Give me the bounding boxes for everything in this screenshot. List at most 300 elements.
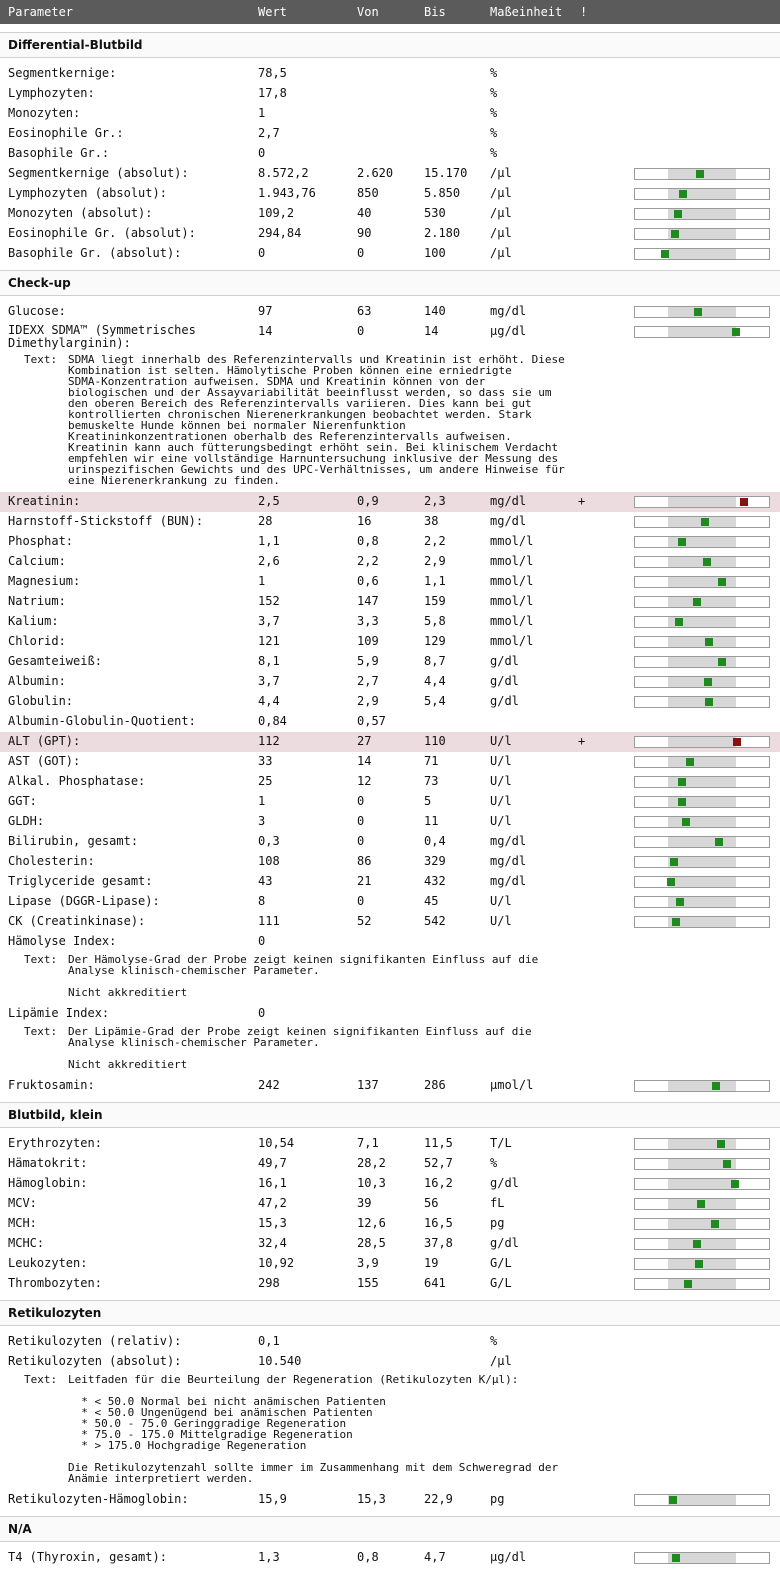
result-row bbox=[0, 1134, 780, 1154]
result-row bbox=[0, 912, 780, 932]
result-row bbox=[0, 832, 780, 852]
param-name: ALT (GPT): bbox=[8, 734, 81, 748]
value-marker bbox=[672, 1554, 680, 1562]
note-text: SDMA liegt innerhalb des Referenzintervalls und Kreatinin ist erhöht. Diese Kombination ist selten. Hämolytische Proben können eine erniedrigte SDMA-Konzentration aufweisen. SDMA und Kreatinin können von der biologischen und der Assayvariabilität beeinflusst werden, so dass sie um den oberen Bereich des Referenzintervalls variieren. Dies kann bei gut kontrollierten chronischen Nierenerkrankungen beobachtet werden. Stark bemuskelte Hunde können bei normaler Nierenfunktion Kreatininkonzentrationen oberhalb des Referenzintervalls aufweisen. Kreatinin kann auch fütterungsbedingt erhöht sein. Bei klinischem Verdacht empfehlen wir eine vollständige Harnuntersuchung inklusive der Messung des urinspezifischen Gewichts und des UPC-Verhältnisses, um andere Hinweise für eine Nierenerkrankung zu finden. bbox=[68, 353, 565, 487]
range-bar bbox=[634, 306, 770, 318]
param-max: 8,7 bbox=[424, 654, 446, 668]
param-value: 78,5 bbox=[258, 66, 287, 80]
param-value: 97 bbox=[258, 304, 273, 318]
param-min: 2.620 bbox=[357, 166, 394, 180]
param-value: 0 bbox=[258, 246, 266, 260]
param-unit: T/L bbox=[490, 1136, 512, 1150]
value-marker bbox=[697, 1200, 705, 1208]
param-min: 7,1 bbox=[357, 1136, 379, 1150]
range-bar bbox=[634, 836, 770, 848]
param-max: 11 bbox=[424, 814, 439, 828]
param-value: 28 bbox=[258, 514, 273, 528]
param-value: 242 bbox=[258, 1078, 280, 1092]
param-max: 5,8 bbox=[424, 614, 446, 628]
param-min: 12,6 bbox=[357, 1216, 386, 1230]
param-min: 0,9 bbox=[357, 494, 379, 508]
result-row bbox=[0, 692, 780, 712]
result-row bbox=[0, 244, 780, 264]
result-row bbox=[0, 184, 780, 204]
param-value: 49,7 bbox=[258, 1156, 287, 1170]
param-unit: /µl bbox=[490, 186, 512, 200]
param-min: 39 bbox=[357, 1196, 372, 1210]
value-marker bbox=[678, 778, 686, 786]
param-max: 5.850 bbox=[424, 186, 461, 200]
param-unit: g/dl bbox=[490, 694, 519, 708]
header-von: Von bbox=[357, 5, 379, 19]
param-name: Basophile Gr.: bbox=[8, 146, 110, 160]
param-max: 0,4 bbox=[424, 834, 446, 848]
section-title: N/A bbox=[8, 1522, 32, 1536]
param-max: 45 bbox=[424, 894, 439, 908]
param-min: 52 bbox=[357, 914, 372, 928]
param-name: GGT: bbox=[8, 794, 37, 808]
result-row bbox=[0, 144, 780, 164]
param-unit: /µl bbox=[490, 246, 512, 260]
value-marker bbox=[693, 1240, 701, 1248]
range-bar bbox=[634, 916, 770, 928]
param-unit: mmol/l bbox=[490, 574, 534, 588]
param-max: 73 bbox=[424, 774, 439, 788]
param-name: Cholesterin: bbox=[8, 854, 95, 868]
param-unit: % bbox=[490, 86, 498, 100]
reference-range bbox=[668, 1279, 736, 1289]
param-unit: G/L bbox=[490, 1276, 512, 1290]
param-name: Eosinophile Gr.: bbox=[8, 126, 124, 140]
range-bar bbox=[634, 1198, 770, 1210]
reference-range bbox=[668, 837, 736, 847]
param-value: 0 bbox=[258, 146, 266, 160]
range-bar bbox=[634, 596, 770, 608]
param-value: 3,7 bbox=[258, 614, 280, 628]
result-row bbox=[0, 1194, 780, 1214]
param-value: 10,54 bbox=[258, 1136, 295, 1150]
param-max: 110 bbox=[424, 734, 446, 748]
result-row bbox=[0, 732, 780, 752]
param-max: 71 bbox=[424, 754, 439, 768]
range-bar bbox=[634, 556, 770, 568]
param-value: 25 bbox=[258, 774, 273, 788]
reference-range bbox=[668, 1139, 736, 1149]
param-value: 294,84 bbox=[258, 226, 302, 240]
param-min: 0 bbox=[357, 246, 365, 260]
result-row bbox=[0, 752, 780, 772]
param-name: Harnstoff-Stickstoff (BUN): bbox=[8, 514, 204, 528]
range-bar bbox=[634, 1494, 770, 1506]
param-unit: g/dl bbox=[490, 1236, 519, 1250]
param-unit: µg/dl bbox=[490, 1550, 527, 1564]
value-marker bbox=[723, 1160, 731, 1168]
param-name: AST (GOT): bbox=[8, 754, 81, 768]
param-min: 90 bbox=[357, 226, 372, 240]
param-value: 3 bbox=[258, 814, 266, 828]
result-row bbox=[0, 224, 780, 244]
range-bar bbox=[634, 188, 770, 200]
param-unit: U/l bbox=[490, 814, 512, 828]
header-einheit: Maßeinheit bbox=[490, 5, 563, 19]
param-value: 1,1 bbox=[258, 534, 280, 548]
param-unit: µmol/l bbox=[490, 1078, 534, 1092]
param-name: Eosinophile Gr. (absolut): bbox=[8, 226, 196, 240]
reference-range bbox=[668, 1081, 736, 1091]
param-min: 14 bbox=[357, 754, 372, 768]
param-min: 137 bbox=[357, 1078, 379, 1092]
range-bar bbox=[634, 326, 770, 338]
param-name: CK (Creatinkinase): bbox=[8, 914, 146, 928]
param-name: Natrium: bbox=[8, 594, 66, 608]
range-bar bbox=[634, 228, 770, 240]
param-value: 2,5 bbox=[258, 494, 280, 508]
param-name: Chlorid: bbox=[8, 634, 66, 648]
param-name: Lipase (DGGR-Lipase): bbox=[8, 894, 160, 908]
param-unit: g/dl bbox=[490, 654, 519, 668]
header-wert: Wert bbox=[258, 5, 287, 19]
param-max: 19 bbox=[424, 1256, 439, 1270]
param-value: 15,9 bbox=[258, 1492, 287, 1506]
param-unit: % bbox=[490, 126, 498, 140]
param-unit: % bbox=[490, 1156, 498, 1170]
param-min: 0,57 bbox=[357, 714, 386, 728]
param-value: 1,3 bbox=[258, 1550, 280, 1564]
param-name: Retikulozyten (absolut): bbox=[8, 1354, 182, 1368]
note-text: Der Lipämie-Grad der Probe zeigt keinen signifikanten Einfluss auf die Analyse klinisch-chemischer Parameter. Nicht akkreditiert bbox=[68, 1025, 532, 1071]
result-row bbox=[0, 84, 780, 104]
param-min: 16 bbox=[357, 514, 372, 528]
param-name: Retikulozyten-Hämoglobin: bbox=[8, 1492, 189, 1506]
range-bar bbox=[634, 576, 770, 588]
value-marker bbox=[740, 498, 748, 506]
header-parameter: Parameter bbox=[8, 5, 74, 19]
result-row bbox=[0, 1214, 780, 1234]
range-bar bbox=[634, 896, 770, 908]
result-row bbox=[0, 1548, 780, 1568]
result-row bbox=[0, 1004, 780, 1024]
param-max: 14 bbox=[424, 324, 439, 338]
result-row bbox=[0, 852, 780, 872]
section-header bbox=[0, 1516, 780, 1542]
reference-range bbox=[668, 1495, 736, 1505]
section-header bbox=[0, 1102, 780, 1128]
value-marker bbox=[684, 1280, 692, 1288]
param-unit: mg/dl bbox=[490, 854, 527, 868]
param-name: Kalium: bbox=[8, 614, 59, 628]
range-bar bbox=[634, 516, 770, 528]
param-name: Albumin-Globulin-Quotient: bbox=[8, 714, 196, 728]
param-name: Albumin: bbox=[8, 674, 66, 688]
param-max: 2.180 bbox=[424, 226, 461, 240]
param-unit: mmol/l bbox=[490, 554, 534, 568]
value-marker bbox=[695, 1260, 703, 1268]
param-min: 2,2 bbox=[357, 554, 379, 568]
value-marker bbox=[696, 170, 704, 178]
param-value: 0,84 bbox=[258, 714, 287, 728]
param-unit: U/l bbox=[490, 914, 512, 928]
range-bar bbox=[634, 656, 770, 668]
result-row bbox=[0, 1254, 780, 1274]
result-row bbox=[0, 592, 780, 612]
param-min: 155 bbox=[357, 1276, 379, 1290]
value-marker bbox=[705, 698, 713, 706]
range-bar bbox=[634, 1178, 770, 1190]
param-min: 40 bbox=[357, 206, 372, 220]
param-value: 10,92 bbox=[258, 1256, 295, 1270]
param-max: 56 bbox=[424, 1196, 439, 1210]
param-value: 2,6 bbox=[258, 554, 280, 568]
param-value: 33 bbox=[258, 754, 273, 768]
param-unit: U/l bbox=[490, 794, 512, 808]
param-min: 27 bbox=[357, 734, 372, 748]
result-row bbox=[0, 322, 780, 352]
param-min: 3,3 bbox=[357, 614, 379, 628]
param-value: 152 bbox=[258, 594, 280, 608]
range-bar bbox=[634, 796, 770, 808]
range-bar bbox=[634, 1238, 770, 1250]
param-unit: mmol/l bbox=[490, 614, 534, 628]
param-min: 63 bbox=[357, 304, 372, 318]
result-row bbox=[0, 1332, 780, 1352]
param-name: Erythrozyten: bbox=[8, 1136, 102, 1150]
param-unit: pg bbox=[490, 1216, 505, 1230]
param-name: Gesamteiweiß: bbox=[8, 654, 102, 668]
reference-range bbox=[668, 1219, 736, 1229]
param-unit: U/l bbox=[490, 894, 512, 908]
result-row bbox=[0, 1490, 780, 1510]
param-min: 0 bbox=[357, 834, 365, 848]
result-row bbox=[0, 302, 780, 322]
reference-range bbox=[668, 637, 736, 647]
param-value: 17,8 bbox=[258, 86, 287, 100]
result-row bbox=[0, 1234, 780, 1254]
param-name: Hämatokrit: bbox=[8, 1156, 88, 1170]
param-max: 52,7 bbox=[424, 1156, 453, 1170]
value-marker bbox=[703, 558, 711, 566]
param-value: 0,3 bbox=[258, 834, 280, 848]
param-unit: /µl bbox=[490, 166, 512, 180]
param-min: 2,9 bbox=[357, 694, 379, 708]
result-row bbox=[0, 672, 780, 692]
value-marker bbox=[717, 1140, 725, 1148]
param-min: 5,9 bbox=[357, 654, 379, 668]
param-min: 0,8 bbox=[357, 1550, 379, 1564]
result-row bbox=[0, 792, 780, 812]
param-value: 2,7 bbox=[258, 126, 280, 140]
value-marker bbox=[733, 738, 741, 746]
param-name: Alkal. Phosphatase: bbox=[8, 774, 146, 788]
result-row bbox=[0, 64, 780, 84]
param-value: 8.572,2 bbox=[258, 166, 309, 180]
param-max: 16,2 bbox=[424, 1176, 453, 1190]
note-label: Text: bbox=[24, 1373, 58, 1386]
param-name: T4 (Thyroxin, gesamt): bbox=[8, 1550, 167, 1564]
param-name: Lymphozyten (absolut): bbox=[8, 186, 167, 200]
param-unit: U/l bbox=[490, 774, 512, 788]
param-max: 2,2 bbox=[424, 534, 446, 548]
param-value: 1 bbox=[258, 106, 266, 120]
param-max: 38 bbox=[424, 514, 439, 528]
param-name: Bilirubin, gesamt: bbox=[8, 834, 139, 848]
result-row bbox=[0, 204, 780, 224]
param-value: 4,4 bbox=[258, 694, 280, 708]
header-flag: ! bbox=[580, 5, 588, 19]
result-row bbox=[0, 872, 780, 892]
param-value: 1.943,76 bbox=[258, 186, 316, 200]
param-max: 286 bbox=[424, 1078, 446, 1092]
param-name: IDEXX SDMA™ (Symmetrisches Dimethylarginin): bbox=[8, 323, 196, 350]
param-unit: pg bbox=[490, 1492, 505, 1506]
param-max: 11,5 bbox=[424, 1136, 453, 1150]
reference-range bbox=[668, 1239, 736, 1249]
param-name: Lipämie Index: bbox=[8, 1006, 110, 1020]
result-row bbox=[0, 164, 780, 184]
param-max: 4,7 bbox=[424, 1550, 446, 1564]
param-value: 0 bbox=[258, 934, 266, 948]
param-min: 0 bbox=[357, 814, 365, 828]
value-marker bbox=[686, 758, 694, 766]
range-bar bbox=[634, 208, 770, 220]
note-text: Der Hämolyse-Grad der Probe zeigt keinen signifikanten Einfluss auf die Analyse klinisch-chemischer Parameter. Nicht akkreditiert bbox=[68, 953, 539, 999]
value-marker bbox=[732, 328, 740, 336]
param-value: 14 bbox=[258, 324, 273, 338]
result-row bbox=[0, 892, 780, 912]
result-row bbox=[0, 1352, 780, 1372]
param-value: 32,4 bbox=[258, 1236, 287, 1250]
param-name: Monozyten: bbox=[8, 106, 81, 120]
result-row bbox=[0, 772, 780, 792]
param-name: GLDH: bbox=[8, 814, 45, 828]
reference-range bbox=[668, 757, 736, 767]
value-marker bbox=[670, 858, 678, 866]
param-unit: mg/dl bbox=[490, 874, 527, 888]
param-name: Globulin: bbox=[8, 694, 74, 708]
reference-range bbox=[668, 597, 736, 607]
note-text: Leitfaden für die Beurteilung der Regeneration (Retikulozyten K/µl): * < 50.0 Normal bei nicht anämischen Patienten * < 50.0 Ungenügend bei anämischen Patienten * 50.0 - 75.0 Geringgradige Regeneration * 75.0 - 175.0 Mittelgradige Regeneration * > 175.0 Hochgradige Regeneration Die Retikulozytenzahl sollte immer im Zusammenhang mit dem Schweregrad der Anämie interpretiert werden. bbox=[68, 1373, 559, 1485]
param-min: 0,8 bbox=[357, 534, 379, 548]
value-marker bbox=[682, 818, 690, 826]
param-min: 0 bbox=[357, 894, 365, 908]
result-row bbox=[0, 652, 780, 672]
section-title: Retikulozyten bbox=[8, 1306, 102, 1320]
param-unit: U/l bbox=[490, 734, 512, 748]
param-min: 21 bbox=[357, 874, 372, 888]
note-label: Text: bbox=[24, 953, 58, 966]
param-unit: /µl bbox=[490, 226, 512, 240]
header-bis: Bis bbox=[424, 5, 446, 19]
param-unit: mmol/l bbox=[490, 634, 534, 648]
range-bar bbox=[634, 636, 770, 648]
param-min: 0 bbox=[357, 794, 365, 808]
param-value: 111 bbox=[258, 914, 280, 928]
param-max: 15.170 bbox=[424, 166, 468, 180]
param-min: 147 bbox=[357, 594, 379, 608]
section-title: Differential-Blutbild bbox=[8, 38, 143, 52]
result-row bbox=[0, 1076, 780, 1096]
value-marker bbox=[704, 678, 712, 686]
param-unit: mg/dl bbox=[490, 834, 527, 848]
range-bar bbox=[634, 696, 770, 708]
param-value: 16,1 bbox=[258, 1176, 287, 1190]
param-name: Segmentkernige (absolut): bbox=[8, 166, 189, 180]
result-row bbox=[0, 932, 780, 952]
param-unit: µg/dl bbox=[490, 324, 527, 338]
param-min: 86 bbox=[357, 854, 372, 868]
range-bar bbox=[634, 1138, 770, 1150]
reference-range bbox=[668, 657, 736, 667]
range-bar bbox=[634, 816, 770, 828]
param-min: 0,6 bbox=[357, 574, 379, 588]
param-max: 16,5 bbox=[424, 1216, 453, 1230]
range-bar bbox=[634, 1080, 770, 1092]
param-min: 28,2 bbox=[357, 1156, 386, 1170]
reference-range bbox=[668, 327, 736, 337]
range-bar bbox=[634, 248, 770, 260]
param-name: Phosphat: bbox=[8, 534, 74, 548]
param-unit: U/l bbox=[490, 754, 512, 768]
param-unit: mg/dl bbox=[490, 514, 527, 528]
value-marker bbox=[671, 230, 679, 238]
param-value: 3,7 bbox=[258, 674, 280, 688]
param-min: 3,9 bbox=[357, 1256, 379, 1270]
param-unit: mg/dl bbox=[490, 494, 527, 508]
param-name: Hämoglobin: bbox=[8, 1176, 88, 1190]
param-unit: /µl bbox=[490, 206, 512, 220]
value-marker bbox=[661, 250, 669, 258]
param-name: Segmentkernige: bbox=[8, 66, 117, 80]
param-min: 10,3 bbox=[357, 1176, 386, 1190]
value-marker bbox=[679, 190, 687, 198]
param-min: 109 bbox=[357, 634, 379, 648]
result-row bbox=[0, 1274, 780, 1294]
param-max: 5 bbox=[424, 794, 432, 808]
reference-range bbox=[668, 737, 736, 747]
reference-range bbox=[668, 857, 736, 867]
param-unit: mmol/l bbox=[490, 534, 534, 548]
range-bar bbox=[634, 676, 770, 688]
param-value: 10.540 bbox=[258, 1354, 302, 1368]
value-marker bbox=[711, 1220, 719, 1228]
param-value: 121 bbox=[258, 634, 280, 648]
section-header bbox=[0, 32, 780, 58]
result-row bbox=[0, 124, 780, 144]
param-name: Leukozyten: bbox=[8, 1256, 88, 1270]
range-bar bbox=[634, 1218, 770, 1230]
param-unit: mg/dl bbox=[490, 304, 527, 318]
value-marker bbox=[669, 1496, 677, 1504]
param-value: 1 bbox=[258, 794, 266, 808]
param-value: 0 bbox=[258, 1006, 266, 1020]
param-value: 108 bbox=[258, 854, 280, 868]
param-name: Monozyten (absolut): bbox=[8, 206, 153, 220]
param-unit: g/dl bbox=[490, 674, 519, 688]
param-unit: % bbox=[490, 66, 498, 80]
param-max: 432 bbox=[424, 874, 446, 888]
result-row bbox=[0, 612, 780, 632]
param-name: Magnesium: bbox=[8, 574, 81, 588]
param-value: 8,1 bbox=[258, 654, 280, 668]
result-row bbox=[0, 572, 780, 592]
param-min: 0 bbox=[357, 324, 365, 338]
param-max: 140 bbox=[424, 304, 446, 318]
range-bar bbox=[634, 1158, 770, 1170]
range-bar bbox=[634, 756, 770, 768]
param-unit: % bbox=[490, 1334, 498, 1348]
param-value: 43 bbox=[258, 874, 273, 888]
param-max: 329 bbox=[424, 854, 446, 868]
param-value: 15,3 bbox=[258, 1216, 287, 1230]
